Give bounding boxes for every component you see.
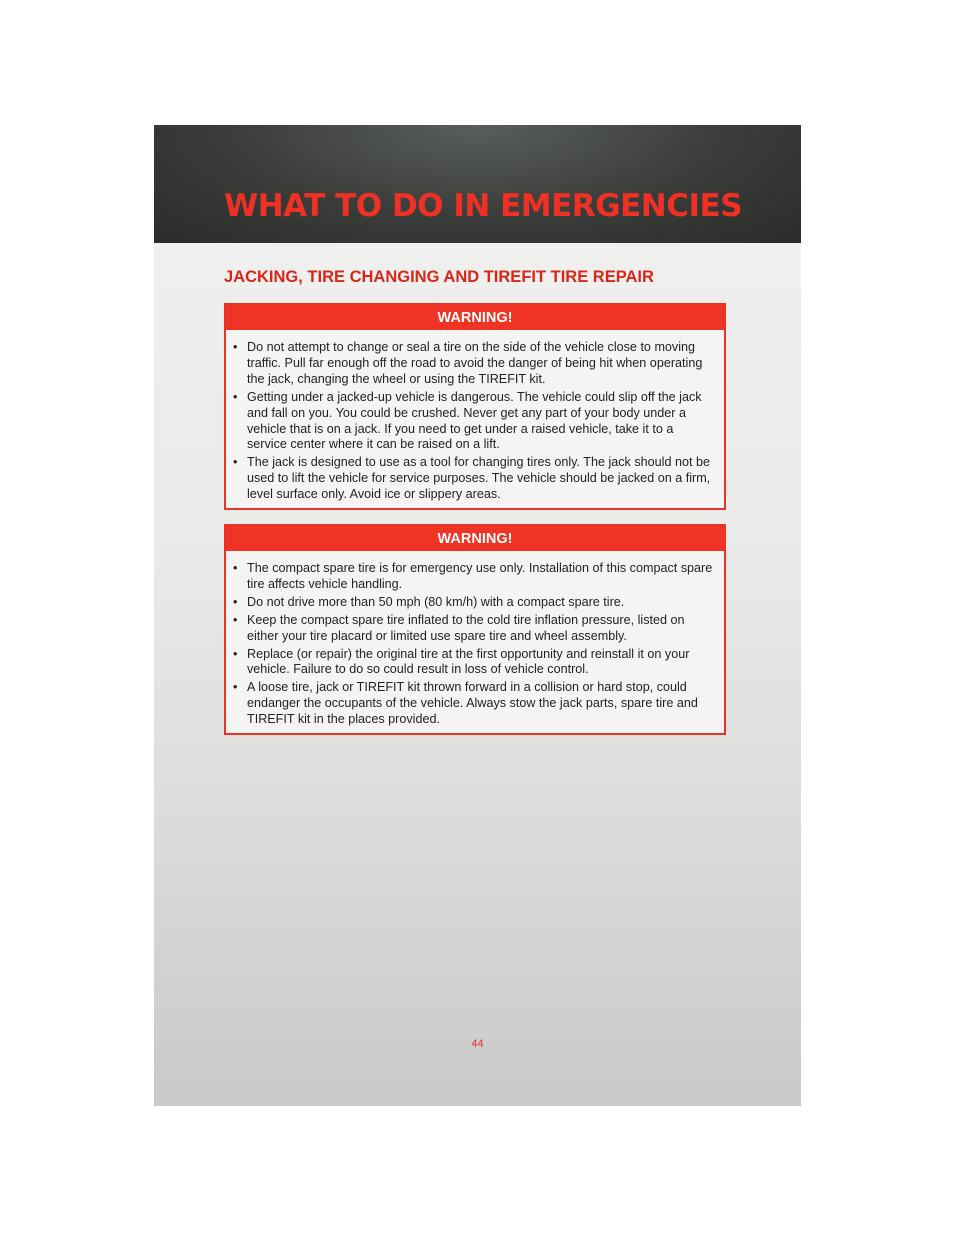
warning-item: • Do not attempt to change or seal a tire on the side of the vehicle close to moving traffic. Pull far enough off the road to avoid the danger of being hit when operating the jack, changing the wheel or using the TIREFIT kit. (247, 340, 716, 388)
warning-item: • Keep the compact spare tire inflated to the cold tire inflation pressure, listed on either your tire placard or limited use spare tire and wheel assembly. (247, 613, 716, 645)
warning-heading: WARNING! (226, 526, 724, 551)
warning-box-spare-tire (224, 524, 726, 735)
section-title: JACKING, TIRE CHANGING AND TIREFIT TIRE REPAIR (224, 268, 654, 286)
page-number: 44 (471, 1038, 484, 1050)
warning-item: • Getting under a jacked-up vehicle is dangerous. The vehicle could slip off the jack and fall on you. You could be crushed. Never get any part of your body under a vehicle that is on a jack. If you need to get under a raised vehicle, take it to a service center where it can be raised on a lift. (247, 390, 716, 454)
chapter-header-band (154, 125, 801, 243)
warning-item: • Do not drive more than 50 mph (80 km/h) with a compact spare tire. (247, 595, 716, 611)
chapter-title: WHAT TO DO IN EMERGENCIES (224, 188, 743, 224)
warning-item: • The jack is designed to use as a tool for changing tires only. The jack should not be used to lift the vehicle for service purposes. The vehicle should be jacked on a firm, level surface only. Avoid ice or slippery areas. (247, 455, 716, 503)
warning-box-jacking (224, 303, 726, 510)
warning-item: • The compact spare tire is for emergency use only. Installation of this compact spare tire affects vehicle handling. (247, 561, 716, 593)
warning-item: • Replace (or repair) the original tire at the first opportunity and reinstall it on your vehicle. Failure to do so could result in loss of vehicle control. (247, 647, 716, 679)
warning-list (226, 330, 724, 503)
warning-list (226, 551, 724, 728)
warning-item: • A loose tire, jack or TIREFIT kit thrown forward in a collision or hard stop, could endanger the occupants of the vehicle. Always stow the jack parts, spare tire and TIREFIT kit in the places provided. (247, 680, 716, 728)
manual-page (154, 125, 801, 1106)
warning-heading: WARNING! (226, 305, 724, 330)
